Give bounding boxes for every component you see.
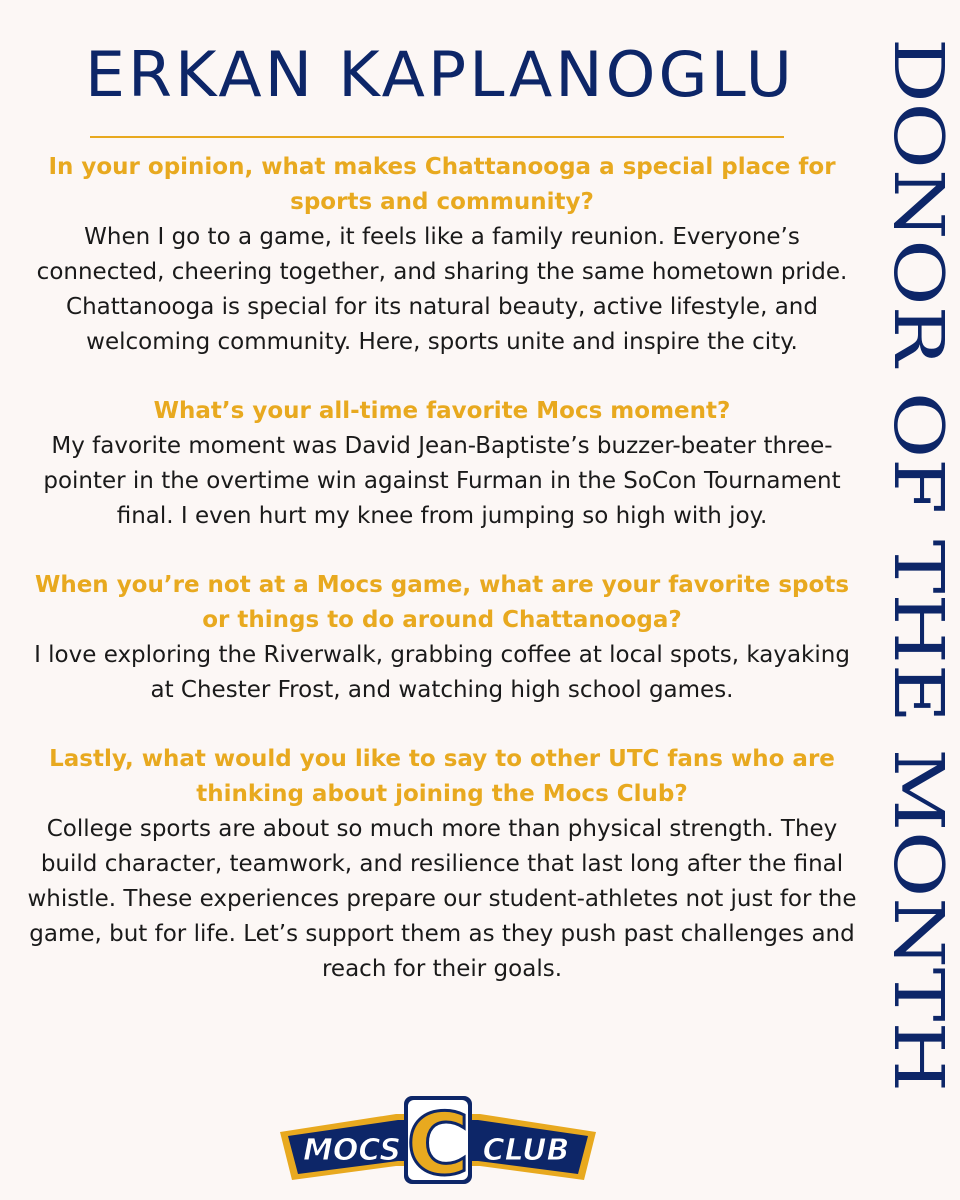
side-title-text: DONOR OF THE MONTH [878,38,957,927]
qa-item [22,742,862,987]
question: What’s your all-time favorite Mocs moment? [153,398,731,424]
logo-right-word: CLUB [482,1133,570,1168]
qa-item [22,394,862,534]
gold-divider [90,136,784,138]
question: In your opinion, what makes Chattanooga a special place for sports and community? [48,154,836,215]
qa-item [22,150,862,360]
answer: I love exploring the Riverwalk, grabbing coffee at local spots, kayaking at Chester Frost, and watching high school games. [34,642,850,703]
logo-left-word: MOCS [303,1133,401,1168]
question: Lastly, what would you like to say to other UTC fans who are thinking about joining the Mocs Club? [49,746,835,807]
qa-item [22,568,862,708]
donor-name: ERKAN KAPLANOGLU [84,38,796,111]
qa-list [22,150,862,1021]
question: When you’re not at a Mocs game, what are your favorite spots or things to do around Chattanooga? [34,572,850,633]
answer: My favorite moment was David Jean-Baptiste’s buzzer-beater three-pointer in the overtime win against Furman in the SoCon Tournament final. I even hurt my knee from jumping so high with joy. [43,433,841,529]
mocs-club-logo [276,1095,600,1195]
side-title [877,38,957,1092]
logo-letter: C [406,1095,470,1195]
answer: College sports are about so much more than physical strength. They build character, teamwork, and resilience that last long after the final whistle. These experiences prepare our student-athletes not just for the game, but for life. Let’s support them as they push past challenges and reach for their goals. [27,816,857,982]
answer: When I go to a game, it feels like a family reunion. Everyone’s connected, cheering together, and sharing the same hometown pride. Chattanooga is special for its natural beauty, active lifestyle, and welcoming community. Here, sports unite and inspire the city. [36,224,848,355]
